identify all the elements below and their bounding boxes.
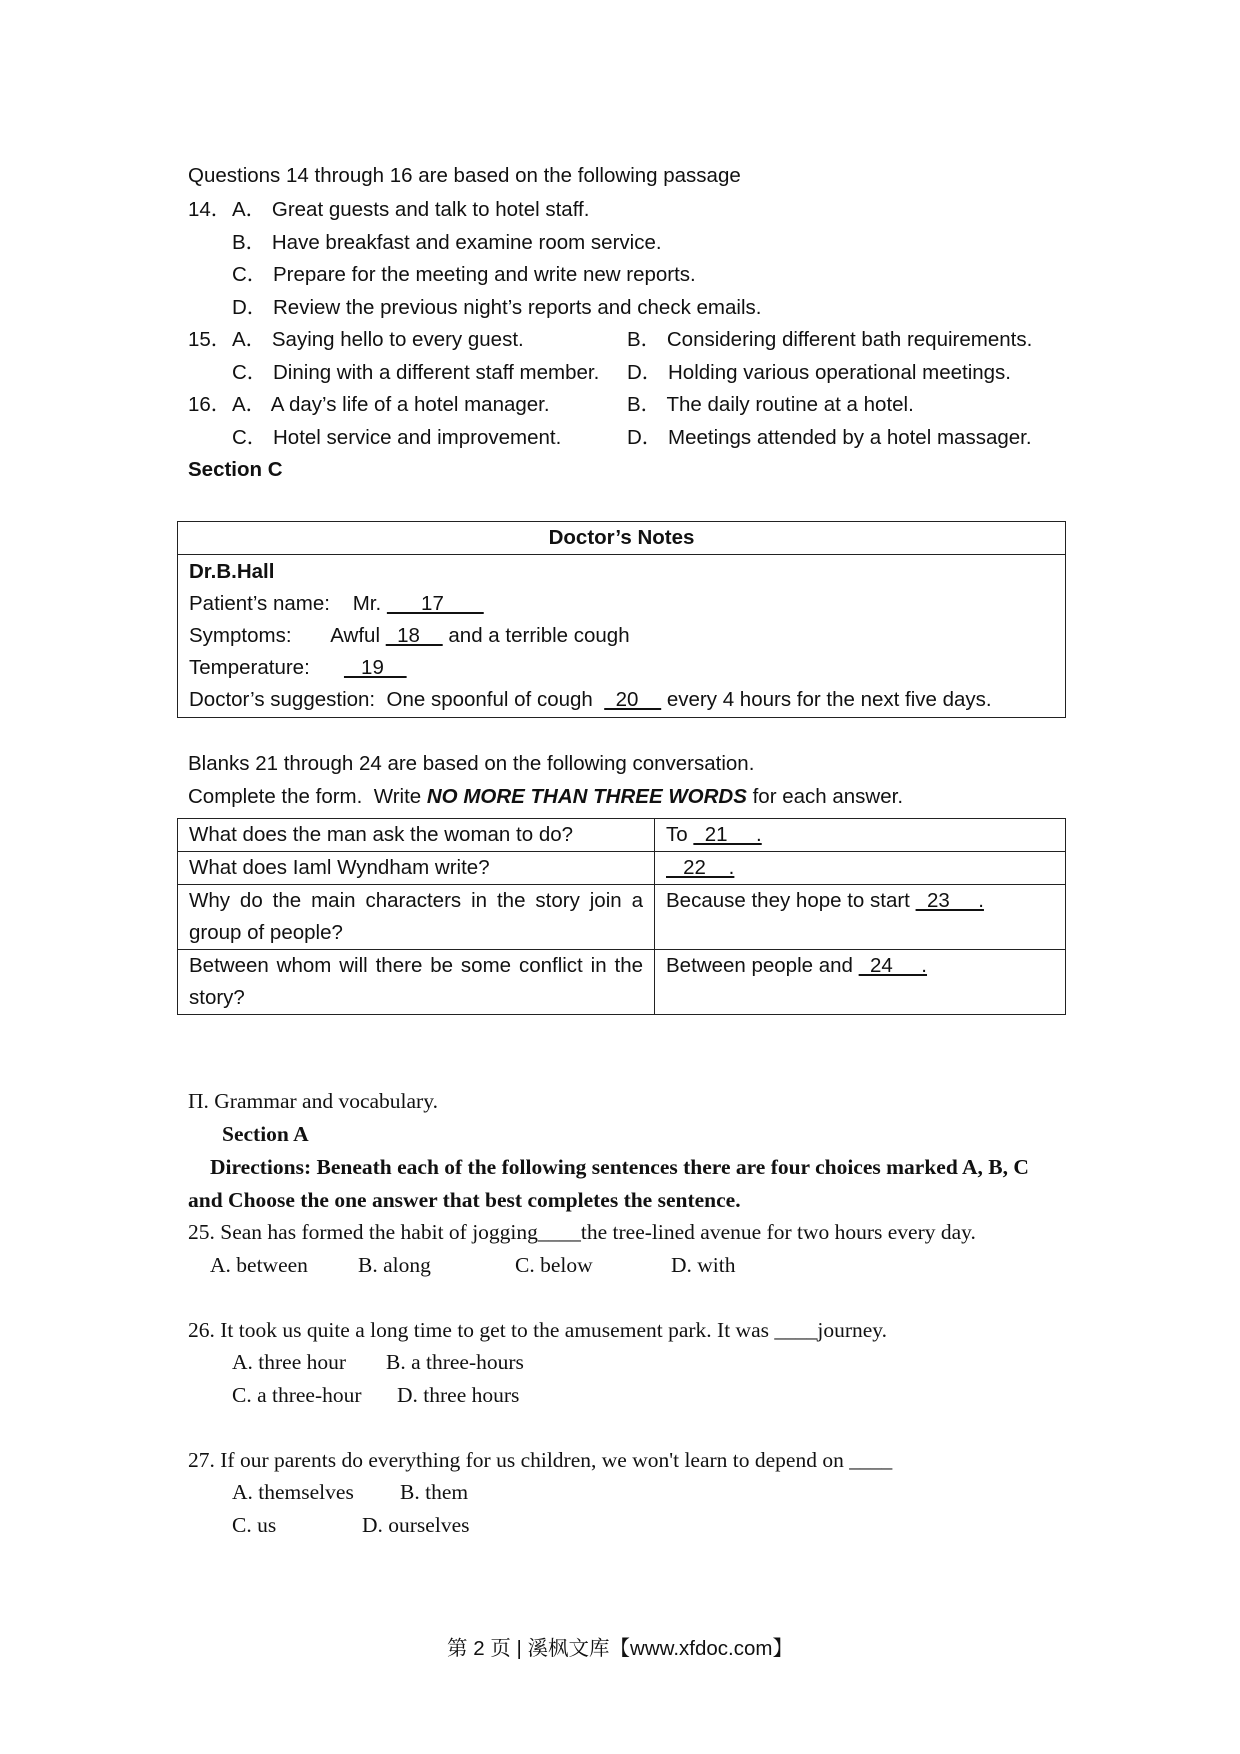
blank-23[interactable]: 23 . [915,889,984,912]
symptoms-label: Symptoms: Awful [189,624,386,647]
q16-option-a: A． A day’s life of a hotel manager. [232,393,550,416]
blank-20[interactable]: 20 [604,688,662,711]
answer-prefix: Because they hope to start [666,889,916,912]
suggestion-row [189,684,1054,716]
suggestion-after: every 4 hours for the next five days. [661,688,992,711]
q27-option-a[interactable]: A. themselves [232,1480,354,1504]
q15-number: 15． [188,328,232,351]
q27-stem: 27. If our parents do everything for us children, we won't learn to depend on ____ [188,1448,893,1472]
q15-option-d: D． Holding various operational meetings. [627,361,1012,384]
answer-prefix: Between people and [666,954,859,977]
form-row-2 [178,852,1066,885]
doctors-notes-header: Doctor’s Notes [178,522,1066,555]
doctors-notes-table [177,521,1066,718]
q16-option-d: D． Meetings attended by a hotel massager. [627,426,1032,449]
instr-after: for each answer. [746,785,904,808]
form-row-3 [178,885,1066,950]
blank-18[interactable]: 18 [385,624,443,647]
blank-21[interactable]: 21 . [693,823,762,846]
instr-before: Complete the form. Write [188,785,427,808]
q25-option-a[interactable]: A. between [210,1253,308,1277]
q26-option-c[interactable]: C. a three-hour [232,1383,362,1407]
doctors-notes-body [178,555,1066,718]
symptoms-row [189,620,1054,652]
temperature-label: Temperature: [189,656,344,679]
passage-intro: Questions 14 through 16 are based on the following passage [188,164,741,187]
form-row-4 [178,950,1066,1015]
form-instructions [188,784,903,810]
blank-19[interactable]: 19 [343,656,407,679]
conversation-form-table [177,818,1066,1015]
q16-option-b: B． The daily routine at a hotel. [627,393,914,416]
q26-option-d[interactable]: D. three hours [397,1383,520,1407]
form-row-1 [178,819,1066,852]
q15-option-b: B． Considering different bath requirements. [627,328,1033,351]
q26-option-a[interactable]: A. three hour [232,1350,347,1374]
page-footer: 第 2 页 | 溪枫文库【www.xfdoc.com】 [447,1637,793,1660]
q27-option-c[interactable]: C. us [232,1513,277,1537]
q14-option-a: A． Great guests and talk to hotel staff. [232,198,590,221]
q25-option-d[interactable]: D. with [671,1253,736,1277]
blank-22[interactable]: 22 . [666,856,735,879]
part-title: Π. Grammar and vocabulary. [188,1089,438,1113]
form-question: What does Iaml Wyndham write? [178,852,655,885]
form-answer [655,950,1066,1015]
q27-option-d[interactable]: D. ourselves [362,1513,470,1537]
q14-option-b: B． Have breakfast and examine room service. [232,231,662,254]
patient-name-label: Patient’s name: Mr. [189,592,387,615]
suggestion-label: Doctor’s suggestion: One spoonful of cough [189,688,605,711]
q26-option-b[interactable]: B. a three-hours [386,1350,524,1374]
q16-option-c: C． Hotel service and improvement. [232,426,562,449]
q25-stem: 25. Sean has formed the habit of jogging____the tree-lined avenue for two hours every day. [188,1220,976,1244]
form-question: Between whom will there be some conflict in the story? [178,950,655,1015]
form-question: What does the man ask the woman to do? [178,819,655,852]
q14-option-c: C． Prepare for the meeting and write new reports. [232,263,696,286]
directions-line-1: Directions: Beneath each of the following sentences there are four choices marked A, B, C [210,1155,1029,1179]
blank-17[interactable]: 17 [386,592,484,615]
q27-option-b[interactable]: B. them [400,1480,469,1504]
symptoms-after: and a terrible cough [442,624,630,647]
grammar-section-title: Section A [222,1122,309,1146]
form-answer [655,819,1066,852]
temperature-row [189,652,1054,684]
q25-option-b[interactable]: B. along [358,1253,431,1277]
directions-line-2: and Choose the one answer that best completes the sentence. [188,1188,741,1212]
form-answer [655,852,1066,885]
q26-stem: 26. It took us quite a long time to get to the amusement park. It was ____journey. [188,1318,888,1342]
blank-24[interactable]: 24 . [858,954,928,977]
answer-prefix: To [666,823,694,846]
doctor-name: Dr.B.Hall [189,560,275,583]
form-answer [655,885,1066,950]
q14-option-d: D． Review the previous night’s reports and check emails. [232,296,762,319]
q25-option-c[interactable]: C. below [515,1253,593,1277]
q15-option-a: A． Saying hello to every guest. [232,328,524,351]
section-c-title: Section C [188,458,283,481]
q14-number: 14． [188,198,232,221]
instr-emphasis: NO MORE THAN THREE WORDS [426,785,747,808]
conversation-intro: Blanks 21 through 24 are based on the following conversation. [188,752,755,775]
q15-option-c: C． Dining with a different staff member. [232,361,600,384]
form-question: Why do the main characters in the story join a group of people? [178,885,655,950]
patient-name-row [189,588,1054,620]
q16-number: 16． [188,393,232,416]
